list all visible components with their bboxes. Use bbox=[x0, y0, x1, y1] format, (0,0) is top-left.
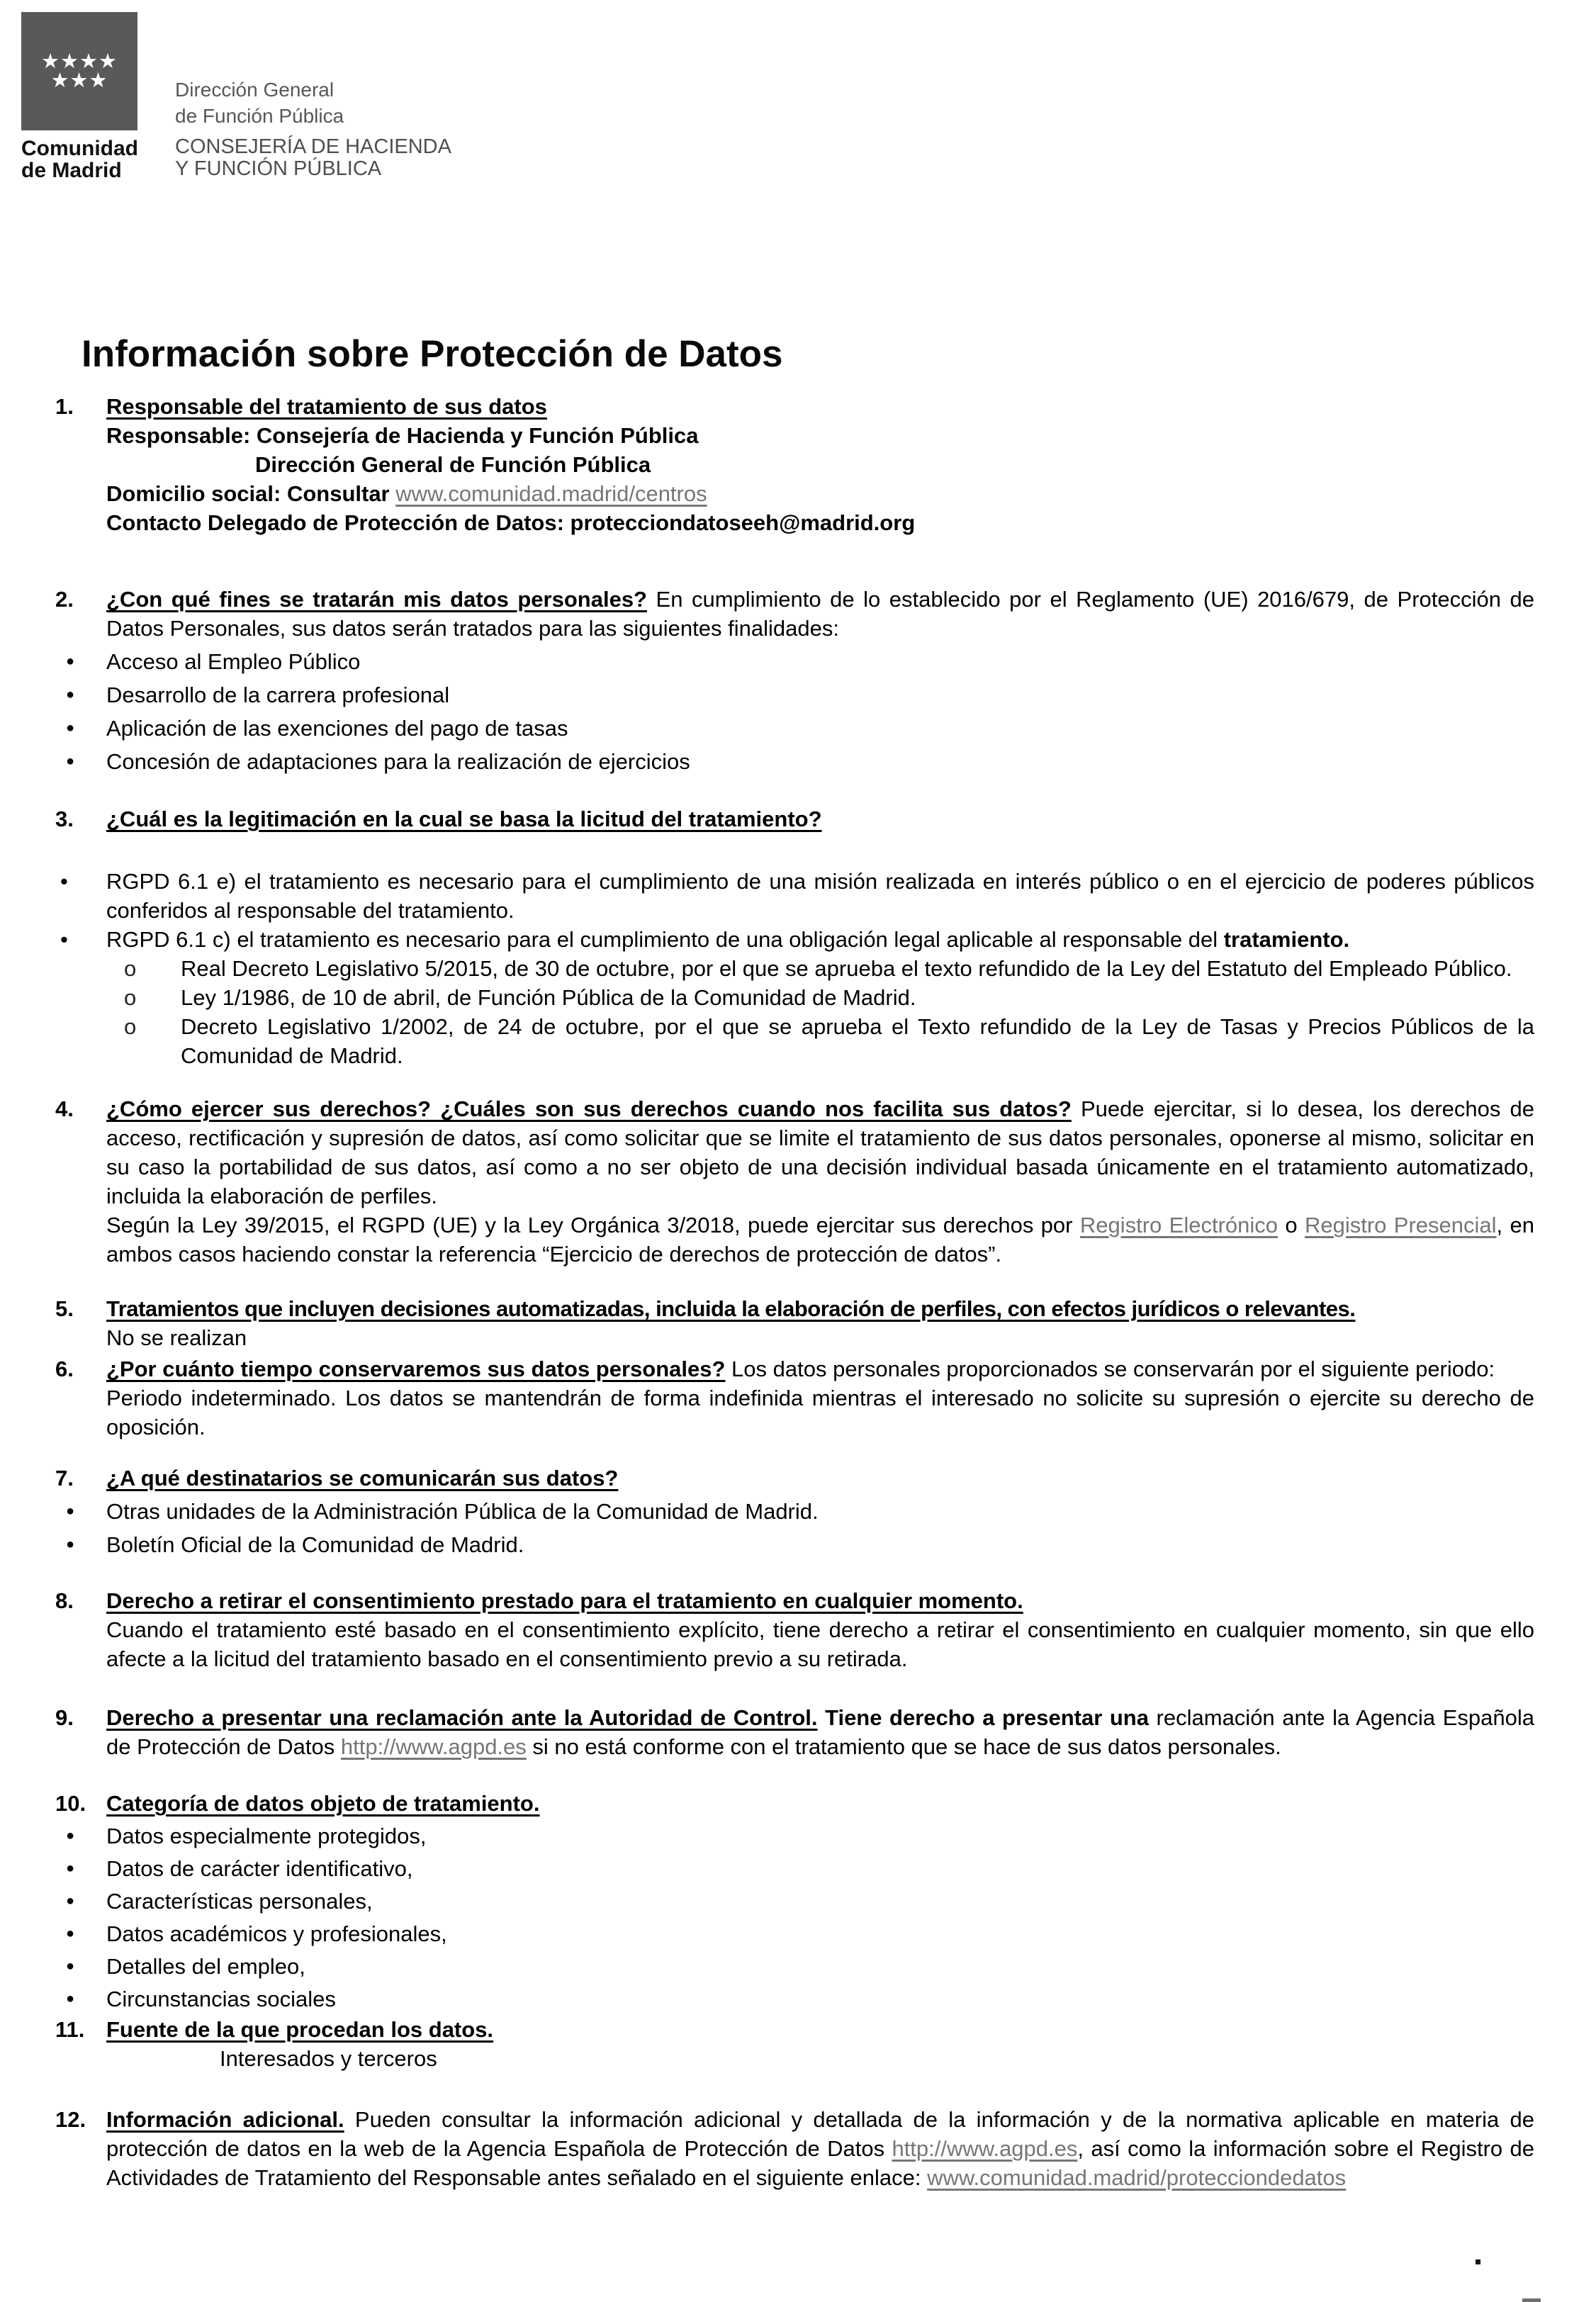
list-item bbox=[66, 1497, 1534, 1526]
sub-bullet-icon: o bbox=[124, 1014, 137, 1039]
list-item bbox=[66, 1952, 1534, 1981]
list-item bbox=[60, 867, 1534, 925]
section-9-body: reclamación ante la Agencia Española de Protección de Datos bbox=[106, 1705, 1534, 1759]
section-1-heading: Responsable del tratamiento de sus datos bbox=[106, 394, 547, 419]
section-4-derechos bbox=[55, 1094, 1534, 1269]
stars-row-1-icon: ★★★★ bbox=[41, 50, 118, 73]
section-4-body-2: Según la Ley 39/2015, el RGPD (UE) y la Ley Orgánica 3/2018, puede ejercitar sus derechos por bbox=[106, 1213, 1080, 1237]
consejeria-line1: CONSEJERÍA DE HACIENDA bbox=[175, 135, 451, 158]
section-3-legitimacion bbox=[55, 804, 1534, 1070]
bullet-icon: ● bbox=[66, 753, 75, 769]
bullet-icon: ● bbox=[66, 1958, 75, 1974]
section-12-paragraph bbox=[106, 2105, 1534, 2192]
section-6-number: 6. bbox=[55, 1357, 74, 1381]
section-2-fines bbox=[55, 585, 1534, 776]
list-item-text: Circunstancias sociales bbox=[106, 1987, 336, 2011]
bullet-icon: ● bbox=[66, 1503, 75, 1519]
sub-list-item-text: Ley 1/1986, de 10 de abril, de Función Pública de la Comunidad de Madrid. bbox=[181, 985, 916, 1010]
section-2-paragraph bbox=[106, 585, 1534, 643]
section-11-fuente bbox=[55, 2015, 1534, 2073]
consejeria-line2: Y FUNCIÓN PÚBLICA bbox=[175, 157, 382, 180]
list-item-text: Datos académicos y profesionales, bbox=[106, 1921, 447, 1946]
page-title: Información sobre Protección de Datos bbox=[82, 333, 783, 375]
section-8-body: Cuando el tratamiento esté basado en el consentimiento explícito, tiene derecho a retirar el consentimiento en cualquier momento, sin que ello afecte a la licitud del tratamiento basado en el consentimiento previo a su retirada. bbox=[106, 1617, 1534, 1671]
bullet-icon: ● bbox=[66, 687, 75, 702]
comunidad-madrid-logo bbox=[21, 12, 137, 130]
list-item bbox=[66, 647, 1534, 676]
section-11-body: Interesados y terceros bbox=[220, 2046, 437, 2071]
list-item-text: Características personales, bbox=[106, 1889, 373, 1914]
section-2-heading: ¿Con qué fines se tratarán mis datos personales? bbox=[106, 587, 647, 612]
section-4-heading: ¿Cómo ejercer sus derechos? ¿Cuáles son sus derechos cuando nos facilita sus datos? bbox=[106, 1096, 1072, 1121]
agpd-link[interactable]: http://www.agpd.es bbox=[340, 1734, 527, 1759]
sub-bullet-icon: o bbox=[124, 985, 137, 1010]
section-12-body-mid: , así como la información sobre el Registro de Actividades de Tratamiento del Responsable antes señalado en el siguiente enlace: bbox=[106, 2136, 1534, 2190]
section-10-heading-line bbox=[106, 1789, 1534, 1818]
section-11-heading: Fuente de la que procedan los datos. bbox=[106, 2017, 494, 2042]
logo-org-line1: Comunidad bbox=[21, 137, 138, 160]
proteccion-datos-link[interactable]: www.comunidad.madrid/protecciondedatos bbox=[927, 2165, 1347, 2190]
section-7-destinatarios bbox=[55, 1464, 1534, 1559]
section-2-number: 2. bbox=[55, 587, 74, 612]
section-4-paragraph-1 bbox=[106, 1094, 1534, 1211]
section-7-heading-line bbox=[106, 1464, 1534, 1493]
list-item bbox=[66, 1821, 1534, 1851]
logo-org-line2: de Madrid bbox=[21, 159, 122, 182]
end-of-document-square-mark bbox=[1476, 2259, 1480, 2264]
section-1-number: 1. bbox=[55, 394, 74, 419]
section-9-heading: Derecho a presentar una reclamación ante la Autoridad de Control. bbox=[106, 1705, 818, 1730]
section-4-body-post: , en ambos casos haciendo constar la referencia “Ejercicio de derechos de protección de datos”. bbox=[106, 1213, 1534, 1267]
list-item bbox=[66, 1854, 1534, 1883]
section-9-heading-bold: Tiene derecho a presentar una bbox=[817, 1705, 1149, 1730]
list-item bbox=[66, 1887, 1534, 1916]
list-item-text: Detalles del empleo, bbox=[106, 1954, 305, 1979]
list-item-text: Acceso al Empleo Público bbox=[106, 649, 361, 674]
list-item-text: Boletín Oficial de la Comunidad de Madrid. bbox=[106, 1532, 524, 1557]
list-item bbox=[66, 1984, 1534, 2014]
section-5-heading-line bbox=[106, 1294, 1534, 1323]
list-item-text-regular: RGPD 6.1 c) el tratamiento es necesario para el cumplimiento de una obligación legal aplicable al responsable del bbox=[106, 927, 1224, 952]
bottom-corner-mark bbox=[1522, 2298, 1541, 2302]
bullet-icon: ● bbox=[66, 1860, 75, 1876]
list-item-text: RGPD 6.1 e) el tratamiento es necesario para el cumplimiento de una misión realizada en interés público o en el ejercicio de poderes públicos conferidos al responsable del tratamiento. bbox=[106, 869, 1534, 923]
document-body bbox=[55, 333, 1534, 2192]
section-6-conservacion bbox=[55, 1354, 1534, 1442]
section-9-body-post: si no está conforme con el tratamiento que se hace de sus datos personales. bbox=[526, 1734, 1281, 1759]
domicilio-label: Domicilio social: Consultar bbox=[106, 481, 396, 506]
stars-row-2-icon: ★★★ bbox=[50, 69, 108, 92]
bullet-icon: ● bbox=[66, 1893, 75, 1909]
domicilio-line bbox=[106, 479, 1534, 508]
section-6-paragraph-1 bbox=[106, 1354, 1534, 1383]
section-9-paragraph bbox=[106, 1703, 1534, 1761]
sub-list-item bbox=[124, 954, 1534, 983]
list-item bbox=[66, 747, 1534, 776]
bullet-icon: ● bbox=[66, 1537, 75, 1552]
bullet-icon: ● bbox=[66, 1991, 75, 2006]
list-item bbox=[66, 714, 1534, 743]
list-item-text: Otras unidades de la Administración Pública de la Comunidad de Madrid. bbox=[106, 1499, 819, 1524]
section-5-body: No se realizan bbox=[106, 1325, 247, 1350]
list-item-text: Datos de carácter identificativo, bbox=[106, 1856, 413, 1881]
section-7-heading: ¿A qué destinatarios se comunicarán sus datos? bbox=[106, 1466, 619, 1490]
bullet-icon: ● bbox=[66, 653, 75, 669]
section-5-number: 5. bbox=[55, 1296, 74, 1321]
section-10-number: 10. bbox=[55, 1791, 86, 1816]
section-8-number: 8. bbox=[55, 1588, 74, 1613]
section-2-intro: En cumplimiento de lo establecido por el Reglamento (UE) 2016/679, de Protección de Datos Personales, sus datos serán tratados para las siguientes finalidades: bbox=[106, 587, 1534, 641]
section-5-heading: Tratamientos que incluyen decisiones automatizadas, incluida la elaboración de perfiles, con efectos jurídicos o relevantes. bbox=[106, 1296, 1356, 1321]
section-3-heading-line bbox=[106, 804, 1534, 833]
section-8-retirar-consentimiento bbox=[55, 1586, 1534, 1673]
logo-caption bbox=[21, 137, 138, 181]
sub-list-item bbox=[124, 1012, 1534, 1070]
consejeria-name bbox=[175, 136, 451, 180]
section-1-heading-line bbox=[106, 392, 1534, 421]
contacto-line: Contacto Delegado de Protección de Datos: protecciondatoseeh@madrid.org bbox=[106, 510, 916, 535]
section-3-number: 3. bbox=[55, 807, 74, 831]
bullet-icon: • bbox=[60, 927, 68, 952]
agpd-link-2[interactable]: http://www.agpd.es bbox=[892, 2136, 1078, 2161]
section-11-number: 11. bbox=[55, 2017, 85, 2042]
list-item-text: Concesión de adaptaciones para la realización de ejercicios bbox=[106, 749, 690, 774]
section-3-heading: ¿Cuál es la legitimación en la cual se basa la licitud del tratamiento? bbox=[106, 807, 822, 831]
sub-list-item-text: Real Decreto Legislativo 5/2015, de 30 de octubre, por el que se aprueba el texto refundido de la Ley del Estatuto del Empleado Público. bbox=[181, 956, 1512, 981]
list-item-text-bold: tratamiento. bbox=[1223, 927, 1350, 952]
section-12-heading: Información adicional. bbox=[106, 2107, 344, 2132]
section-9-reclamacion bbox=[55, 1703, 1534, 1761]
section-6-body: Periodo indeterminado. Los datos se mantendrán de forma indefinida mientras el interesado no solicite su supresión o ejercite su derecho de oposición. bbox=[106, 1386, 1534, 1439]
list-item-text: Aplicación de las exenciones del pago de tasas bbox=[106, 716, 568, 741]
list-item bbox=[66, 1530, 1534, 1559]
dept-line2: de Función Pública bbox=[175, 105, 344, 127]
sub-list-item-text: Decreto Legislativo 1/2002, de 24 de octubre, por el que se aprueba el Texto refundido de la Ley de Tasas y Precios Públicos de la Comunidad de Madrid. bbox=[181, 1014, 1534, 1068]
list-item bbox=[66, 1919, 1534, 1948]
list-item bbox=[60, 925, 1534, 954]
direccion-line: Dirección General de Función Pública bbox=[255, 452, 651, 477]
list-item-text: Desarrollo de la carrera profesional bbox=[106, 683, 450, 707]
list-item bbox=[66, 680, 1534, 709]
section-7-number: 7. bbox=[55, 1466, 74, 1490]
section-6-intro: Los datos personales proporcionados se conservarán por el siguiente periodo: bbox=[725, 1357, 1495, 1381]
sub-list-item bbox=[124, 983, 1534, 1012]
section-10-heading: Categoría de datos objeto de tratamiento. bbox=[106, 1791, 540, 1816]
section-4-paragraph-2 bbox=[106, 1211, 1534, 1269]
section-4-body-1: Puede ejercitar, si lo desea, los derechos de acceso, rectificación y supresión de datos, así como solicitar que se limite el tratamiento de sus datos personales, oponerse al mismo, solicitar en su caso la portabilidad de sus datos, así como a no ser objeto de una decisión individual basada únicamente en el tratamiento automatizado, incluida la elaboración de perfiles. bbox=[106, 1096, 1534, 1208]
section-5-decisiones-automatizadas bbox=[55, 1294, 1534, 1352]
section-12-number: 12. bbox=[55, 2107, 86, 2132]
section-1-responsable bbox=[55, 392, 1534, 537]
sub-bullet-icon: o bbox=[124, 956, 137, 981]
section-8-heading-line bbox=[106, 1586, 1534, 1615]
section-12-informacion-adicional bbox=[55, 2105, 1534, 2192]
section-9-number: 9. bbox=[55, 1705, 74, 1730]
section-10-categoria-datos bbox=[55, 1789, 1534, 2014]
centros-link[interactable]: www.comunidad.madrid/centros bbox=[395, 481, 707, 506]
section-12-body: Pueden consultar la información adicional y detallada de la información y de la normativa aplicable en materia de protección de datos en la web de la Agencia Española de Protección de Datos bbox=[106, 2107, 1534, 2161]
list-item-text bbox=[106, 925, 1534, 954]
section-4-number: 4. bbox=[55, 1096, 74, 1121]
bullet-icon: • bbox=[60, 869, 68, 894]
section-6-heading: ¿Por cuánto tiempo conservaremos sus datos personales? bbox=[106, 1357, 726, 1381]
registro-presencial-link[interactable]: Registro Presencial bbox=[1304, 1213, 1497, 1237]
section-8-heading: Derecho a retirar el consentimiento prestado para el tratamiento en cualquier momento. bbox=[106, 1588, 1023, 1613]
registro-electronico-link[interactable]: Registro Electrónico bbox=[1079, 1213, 1279, 1237]
bullet-icon: ● bbox=[66, 1926, 75, 1941]
responsable-line: Responsable: Consejería de Hacienda y Función Pública bbox=[106, 423, 699, 448]
dept-line1: Dirección General bbox=[175, 79, 335, 101]
section-4-body-mid: o bbox=[1278, 1213, 1305, 1237]
list-item-text: Datos especialmente protegidos, bbox=[106, 1824, 427, 1848]
section-11-heading-line bbox=[106, 2015, 1534, 2044]
bullet-icon: ● bbox=[66, 720, 75, 736]
department-name bbox=[175, 77, 344, 129]
bullet-icon: ● bbox=[66, 1828, 75, 1843]
